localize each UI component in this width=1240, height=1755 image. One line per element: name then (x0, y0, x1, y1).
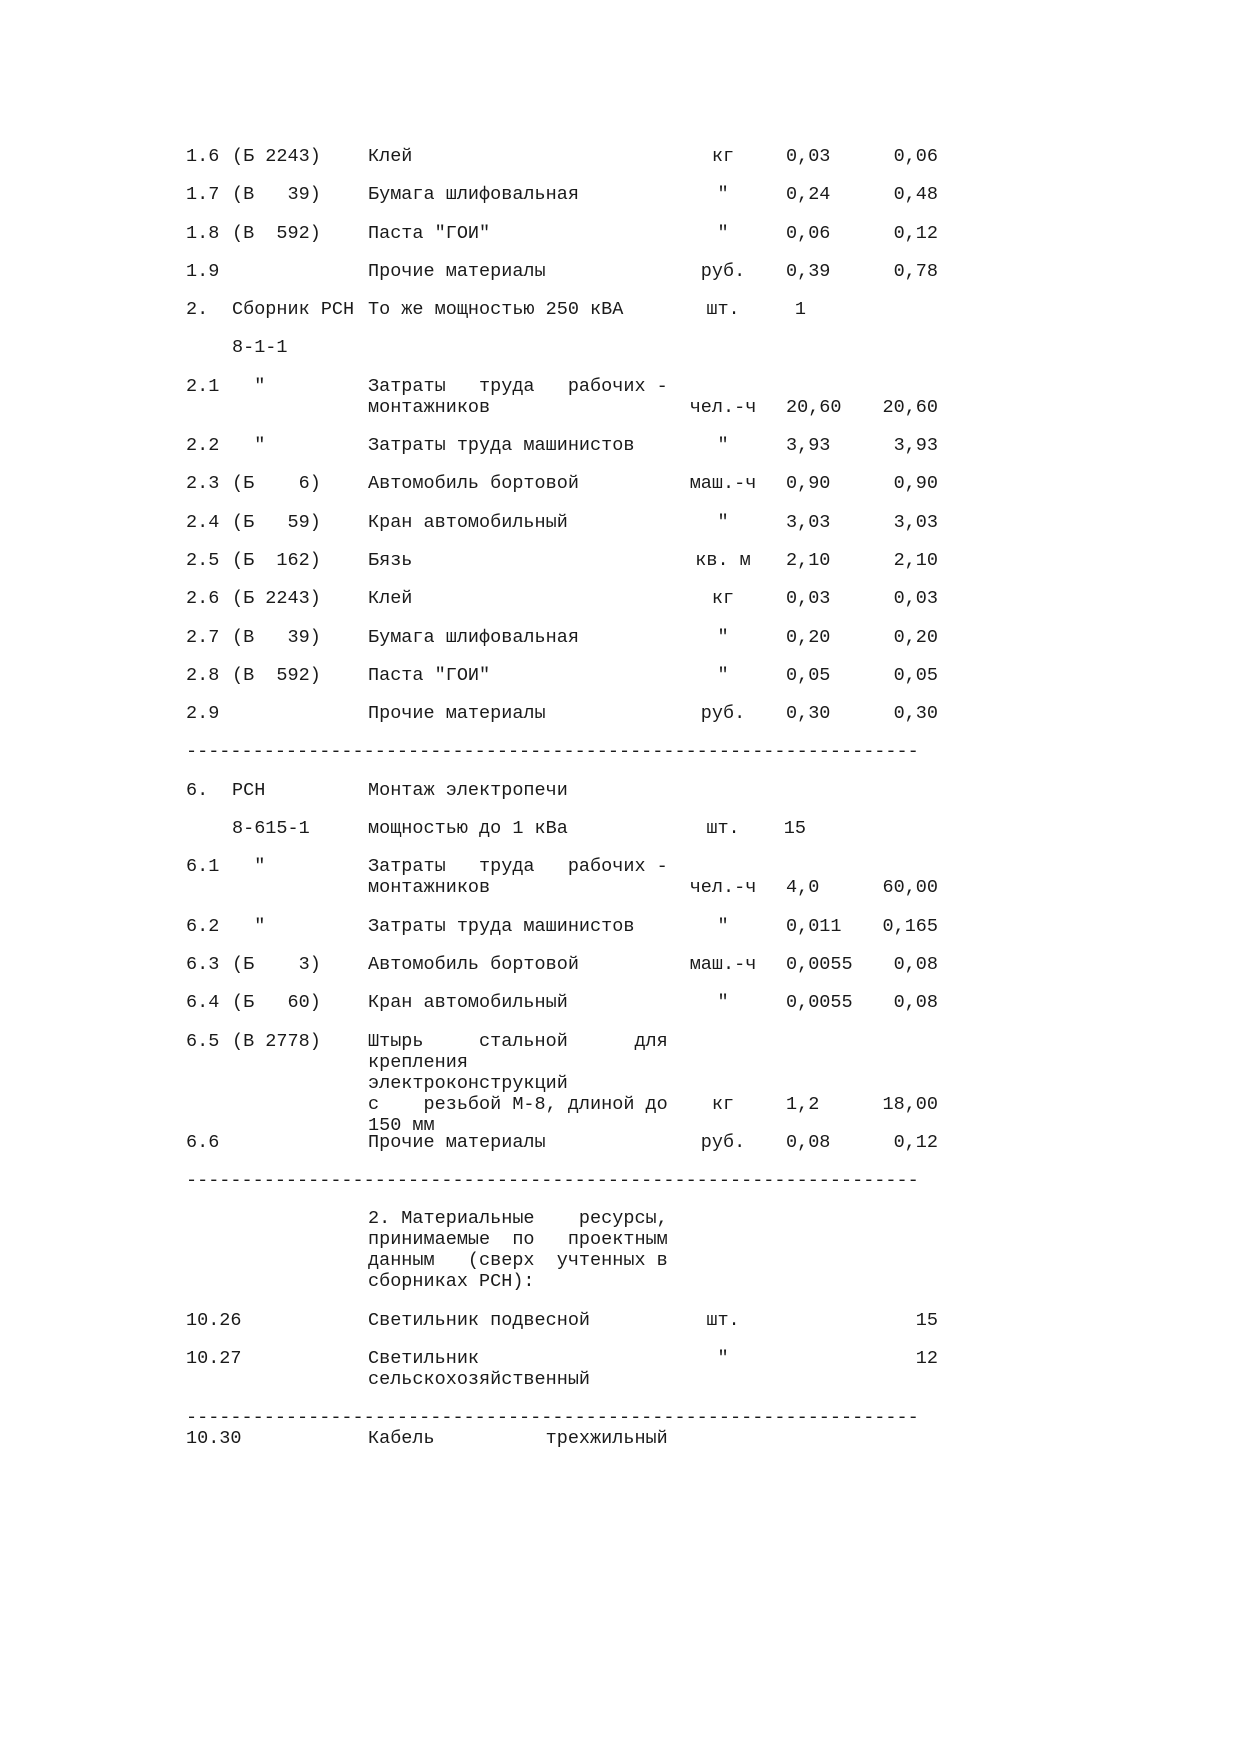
row-unit: шт. (706, 1309, 740, 1331)
row-unit: шт. (706, 299, 740, 321)
row-reference: (В 592) (232, 222, 321, 244)
row-description: Бязь (368, 549, 413, 571)
row-unit: руб. (700, 260, 746, 282)
row-description: Прочие материалы (368, 260, 546, 282)
row-reference: " (232, 435, 266, 457)
row-description: Клей (368, 588, 413, 610)
row-number: 2.9 (186, 703, 220, 725)
row-total: 2,10 (893, 549, 938, 571)
row-number: 2.4 (186, 511, 220, 533)
row-unit: " (717, 511, 729, 533)
row-norm: 0,06 (786, 222, 831, 244)
table-row (186, 818, 946, 839)
row-total: 20,60 (882, 396, 938, 418)
row-description: Монтаж электропечи (368, 779, 568, 801)
row-description: Паста "ГОИ" (368, 664, 491, 686)
row-unit: руб. (700, 1131, 746, 1153)
row-description: Бумага шлифовальная (368, 626, 579, 648)
table-row (186, 1208, 946, 1292)
table-row (186, 1030, 946, 1136)
row-reference: (Б 6) (232, 473, 321, 495)
table-row (186, 856, 946, 898)
table-row (186, 665, 946, 686)
row-norm: 0,011 (786, 915, 842, 937)
row-number: 10.27 (186, 1348, 242, 1370)
row-description: Автомобиль бортовой (368, 473, 579, 495)
row-total: 0,20 (893, 626, 938, 648)
row-total: 3,93 (893, 435, 938, 457)
table-row (186, 299, 946, 320)
row-number: 6.4 (186, 992, 220, 1014)
row-description: Паста "ГОИ" (368, 222, 491, 244)
row-norm: 0,24 (786, 184, 831, 206)
row-unit: кг (711, 1093, 735, 1115)
row-number: 6.6 (186, 1131, 220, 1153)
table-row (186, 588, 946, 609)
row-number: 2.6 (186, 588, 220, 610)
row-description: Затраты труда рабочих - монтажников (368, 375, 668, 418)
table-row (186, 992, 946, 1013)
row-total: 0,12 (893, 1131, 938, 1153)
row-norm: 20,60 (786, 396, 842, 418)
row-norm: 0,03 (786, 146, 831, 167)
row-description: Затраты труда машинистов (368, 915, 635, 937)
row-number: 1.7 (186, 184, 220, 206)
row-reference: 8-1-1 (232, 337, 288, 359)
row-number: 10.30 (186, 1428, 242, 1450)
row-number: 2.5 (186, 549, 220, 571)
row-unit: маш.-ч (689, 953, 757, 975)
table-row (186, 550, 946, 571)
row-reference: (Б 2243) (232, 146, 321, 167)
row-description: Затраты труда машинистов (368, 435, 635, 457)
table-row (186, 473, 946, 494)
row-norm: 1,2 (786, 1093, 820, 1115)
row-total: 0,12 (893, 222, 938, 244)
row-total: 0,30 (893, 703, 938, 725)
row-norm: 2,10 (786, 549, 831, 571)
row-description: Клей (368, 146, 413, 167)
table-row (186, 1428, 946, 1449)
row-norm: 3,93 (786, 435, 831, 457)
row-number: 10.26 (186, 1309, 242, 1331)
row-norm: 3,03 (786, 511, 831, 533)
table-row (186, 780, 946, 801)
table-row (186, 146, 946, 167)
row-norm: 0,39 (786, 260, 831, 282)
row-description: 2. Материальные ресурсы, принимаемые по проектным данным (сверх учтенных в сборниках РСН): (368, 1208, 668, 1293)
table-row (186, 1348, 946, 1390)
table-row (186, 435, 946, 456)
row-reference: (Б 59) (232, 511, 321, 533)
separator-line: ------------------------------------------------------------------ (186, 741, 919, 763)
row-number: 2.2 (186, 435, 220, 457)
table-row (186, 376, 946, 418)
row-reference: Сборник РСН (232, 299, 355, 321)
row-description: Светильник подвесной (368, 1309, 591, 1331)
table-row (186, 1310, 946, 1331)
row-number: 6.2 (186, 915, 220, 937)
row-norm: 0,30 (786, 703, 831, 725)
row-total: 0,03 (893, 588, 938, 610)
row-total: 0,165 (882, 915, 938, 937)
row-unit: маш.-ч (689, 473, 757, 495)
row-description: Светильник сельскохозяйственный (368, 1348, 591, 1391)
row-reference: (Б 162) (232, 549, 321, 571)
row-total: 15 (915, 1309, 938, 1331)
row-reference: (В 592) (232, 664, 321, 686)
table-row (186, 703, 946, 724)
row-total: 1 (794, 299, 806, 321)
row-number: 6. (186, 779, 209, 801)
row-unit: руб. (700, 703, 746, 725)
row-norm: 0,20 (786, 626, 831, 648)
row-unit: " (717, 664, 729, 686)
row-unit: чел.-ч (689, 877, 757, 899)
row-total: 0,48 (893, 184, 938, 206)
row-norm: 0,0055 (786, 953, 853, 975)
table-row (186, 337, 946, 358)
row-total: 0,05 (893, 664, 938, 686)
row-description: Кран автомобильный (368, 992, 568, 1014)
table-row (186, 184, 946, 205)
row-number: 1.9 (186, 260, 220, 282)
row-total: 0,08 (893, 953, 938, 975)
row-total: 0,06 (893, 146, 938, 167)
row-total: 15 (783, 818, 806, 840)
row-reference: (Б 2243) (232, 588, 321, 610)
row-total: 0,78 (893, 260, 938, 282)
row-description: Автомобиль бортовой (368, 953, 579, 975)
row-norm: 0,90 (786, 473, 831, 495)
row-description: Штырь стальной для крепления электроконструкций с резьбой М-8, длиной до 150 мм (368, 1030, 668, 1136)
row-norm: 0,08 (786, 1131, 831, 1153)
row-reference: 8-615-1 (232, 818, 310, 840)
row-description: Кабель трехжильный (368, 1428, 668, 1450)
separator-line: ------------------------------------------------------------------ (186, 1170, 919, 1192)
row-unit: кг (711, 588, 735, 610)
row-unit: " (717, 1348, 729, 1370)
row-unit: " (717, 915, 729, 937)
row-norm: 0,05 (786, 664, 831, 686)
separator-line: ------------------------------------------------------------------ (186, 1407, 919, 1429)
row-number: 2.8 (186, 664, 220, 686)
row-unit: " (717, 184, 729, 206)
row-reference: РСН (232, 779, 266, 801)
row-description: Прочие материалы (368, 1131, 546, 1153)
row-norm: 0,0055 (786, 992, 853, 1014)
row-number: 1.6 (186, 146, 220, 167)
row-number: 6.3 (186, 953, 220, 975)
table-row (186, 261, 946, 282)
row-unit: чел.-ч (689, 396, 757, 418)
table-row (186, 916, 946, 937)
row-total: 60,00 (882, 877, 938, 899)
table-row (186, 512, 946, 533)
row-total: 12 (915, 1348, 938, 1370)
row-number: 2.7 (186, 626, 220, 648)
row-reference: (Б 60) (232, 992, 321, 1014)
row-norm: 0,03 (786, 588, 831, 610)
row-total: 3,03 (893, 511, 938, 533)
row-reference: (В 39) (232, 184, 321, 206)
row-unit: шт. (706, 818, 740, 840)
row-reference: " (232, 915, 266, 937)
table-row (186, 223, 946, 244)
row-number: 2. (186, 299, 209, 321)
row-unit: " (717, 626, 729, 648)
row-number: 2.3 (186, 473, 220, 495)
table-row (186, 627, 946, 648)
resource-table (186, 146, 946, 1467)
row-number: 2.1 (186, 375, 220, 397)
row-description: мощностью до 1 кВа (368, 818, 568, 840)
row-total: 18,00 (882, 1093, 938, 1115)
table-row (186, 954, 946, 975)
row-description: Кран автомобильный (368, 511, 568, 533)
row-description: То же мощностью 250 кВА (368, 299, 624, 321)
row-unit: " (717, 992, 729, 1014)
row-norm: 4,0 (786, 877, 820, 899)
row-number: 1.8 (186, 222, 220, 244)
row-reference: " (232, 856, 266, 878)
row-description: Затраты труда рабочих - монтажников (368, 856, 668, 899)
row-description: Бумага шлифовальная (368, 184, 579, 206)
row-total: 0,90 (893, 473, 938, 495)
row-description: Прочие материалы (368, 703, 546, 725)
row-unit: кг (711, 146, 735, 167)
row-number: 6.5 (186, 1030, 220, 1052)
row-number: 6.1 (186, 856, 220, 878)
row-reference: (Б 3) (232, 953, 321, 975)
row-total: 0,08 (893, 992, 938, 1014)
table-row (186, 1132, 946, 1153)
row-unit: " (717, 222, 729, 244)
row-reference: (В 39) (232, 626, 321, 648)
row-reference: " (232, 375, 266, 397)
row-unit: кв. м (695, 549, 751, 571)
row-unit: " (717, 435, 729, 457)
row-reference: (В 2778) (232, 1030, 321, 1052)
